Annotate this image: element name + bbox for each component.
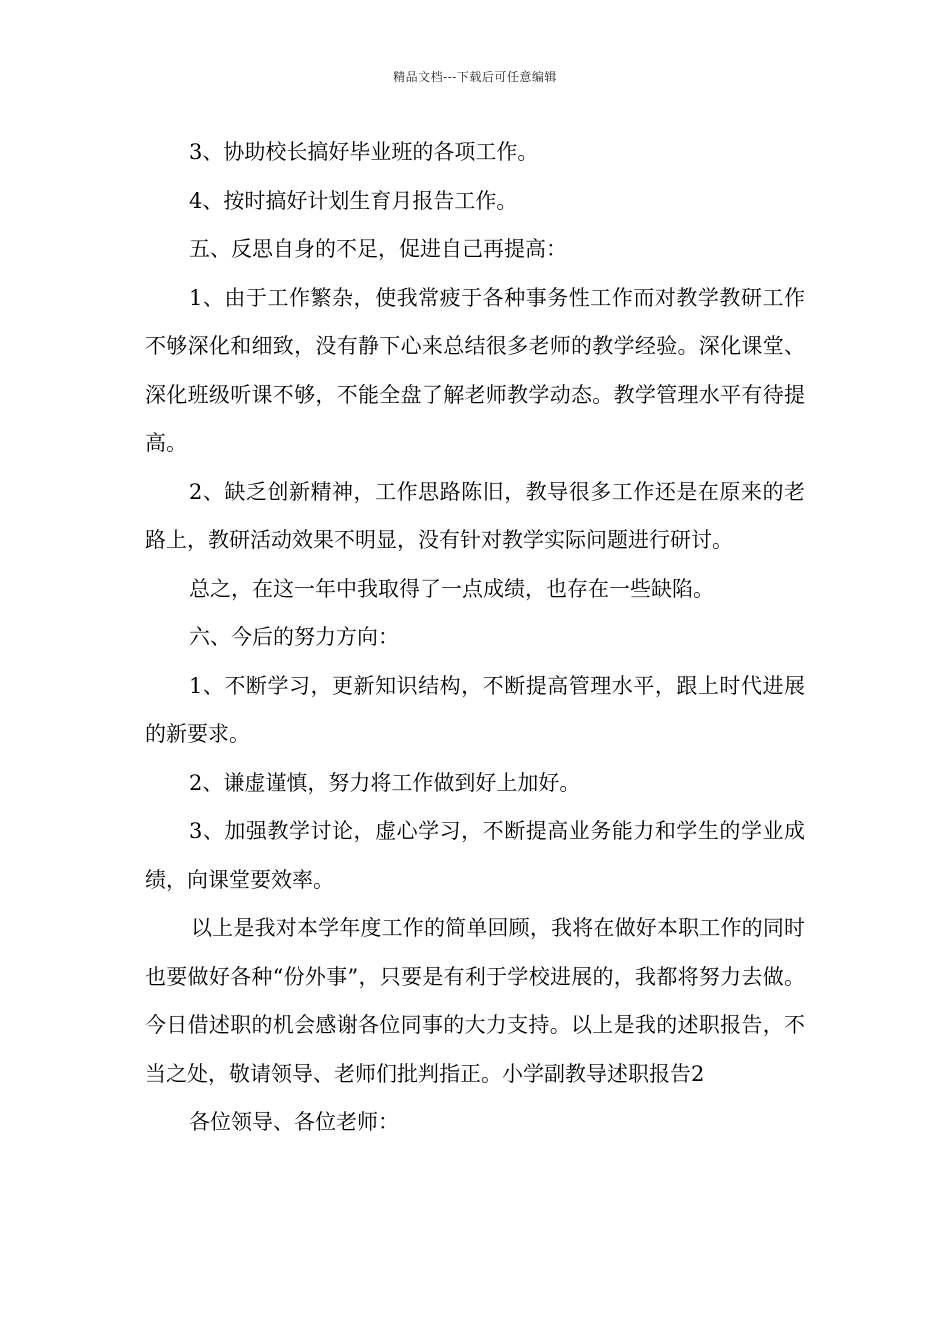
paragraph-salutation: 各位领导、各位老师： bbox=[189, 1110, 399, 1134]
paragraph-summary: 总之，在这一年中我取得了一点成绩，也存在一些缺陷。 bbox=[189, 576, 714, 601]
paragraph-reflection-1: 1、由于工作繁杂，使我常疲于各种事务性工作而对教学教研工作不够深化和细致，没有静下心来总结很多老师的教学经验。深化课堂、深化班级听课不够，不能全盘了解老师教学动态。教学管理水平有待提高。 bbox=[145, 285, 805, 455]
paragraph-item-3: 3、协助校长搞好毕业班的各项工作。 bbox=[189, 140, 539, 164]
document-body bbox=[145, 128, 805, 1147]
paragraph-direction-1: 1、不断学习，更新知识结构，不断提高管理水平，跟上时代进展的新要求。 bbox=[145, 673, 805, 746]
paragraph-direction-2: 2、谦虚谨慎，努力将工作做到好上加好。 bbox=[189, 770, 581, 795]
paragraph-direction-3: 3、加强教学讨论，虚心学习，不断提高业务能力和学生的学业成绩，向课堂要效率。 bbox=[145, 819, 805, 892]
section-heading-6: 六、今后的努力方向： bbox=[189, 625, 399, 649]
paragraph-reflection-2: 2、缺乏创新精神，工作思路陈旧，教导很多工作还是在原来的老路上，教研活动效果不明显，没有针对教学实际问题进行研讨。 bbox=[145, 479, 805, 552]
paragraph-item-4: 4、按时搞好计划生育月报告工作。 bbox=[189, 188, 518, 213]
section-heading-5: 五、反思自身的不足，促进自己再提高： bbox=[189, 237, 567, 261]
page-header-note: 精品文档---下载后可任意编辑 bbox=[393, 70, 557, 84]
paragraph-closing: 以上是我对本学年度工作的简单回顾，我将在做好本职工作的同时也要做好各种“份外事”，只要是有利于学校进展的，我都将努力去做。今日借述职的机会感谢各位同事的大力支持。以上是我的述职报告，不当之处，敬请领导、老师们批判指正。小学副教导述职报告2 bbox=[145, 916, 805, 1086]
